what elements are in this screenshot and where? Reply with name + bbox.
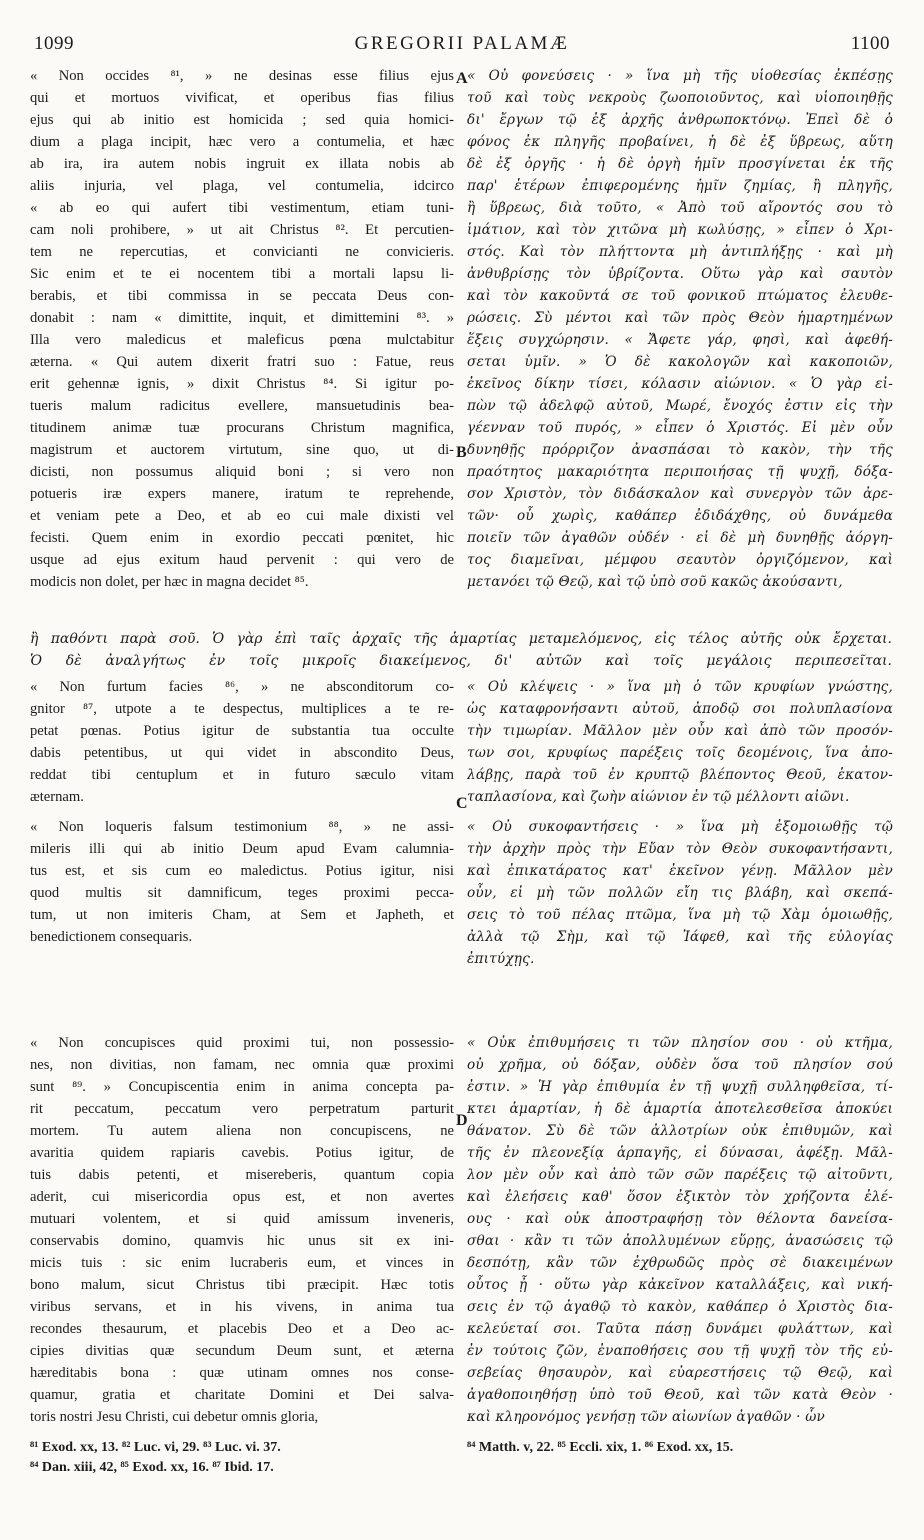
greek-column-top bbox=[467, 65, 893, 593]
greek-text-line: ποιεῖν τῶν ἀγαθῶν οὐδέν · εἰ δὲ μὴ δυνηθῇς ἀόργη- bbox=[467, 530, 893, 546]
greek-text-line: καὶ κληρονόμος γενήσῃ τῶν αἰωνίων ἀγαθῶν · ὧν bbox=[467, 1409, 825, 1425]
latin-text-line: « Non loqueris falsum testimonium ⁸⁸, » ne assi- bbox=[30, 819, 454, 835]
margin-marker-a: A bbox=[456, 70, 468, 87]
greek-text-line: σεις τὸ τοῦ πέλας πτῶμα, ἵνα μὴ τῷ Χὰμ ὁμοιωθῇς, bbox=[467, 907, 893, 923]
latin-text-line: « Non furtum facies ⁸⁶, » ne absconditorum co- bbox=[30, 679, 454, 695]
latin-text-line: dicisti, non possumus aliquid boni ; si vero non bbox=[30, 464, 454, 480]
margin-marker-b: B bbox=[456, 444, 467, 461]
latin-text-line: modicis non dolet, per hæc in magna decidet ⁸⁵. bbox=[30, 574, 309, 590]
greek-fullwidth-line: ἢ παθόντι παρὰ σοῦ. Ὁ γὰρ ἐπὶ ταῖς ἀρχαῖς τῆς ἁμαρτίας μεταμελόμενος, εἰς τέλος αὐτῆς οὐκ ἔρχεται. bbox=[30, 631, 892, 647]
latin-text-line: et veniam pete a Deo, et ab eo cui male dixisti vel bbox=[30, 508, 454, 524]
greek-text-line: οὗτος ᾖ · οὕτω γὰρ κἀκεῖνον κατaλλάξεις, καὶ νική- bbox=[467, 1277, 893, 1293]
latin-text-line: bono malum, sicut Christus tibi præcipit. Hæc totis bbox=[30, 1277, 454, 1293]
greek-text-line: φόνος ἐκ πληγῆς προβαίνει, ἡ δὲ ἐξ ὕβρεως, αὕτη bbox=[467, 134, 893, 150]
latin-column-top bbox=[30, 65, 454, 593]
running-header bbox=[34, 33, 890, 59]
greek-text-line: ἱμάτιον, καὶ τὸν χιτῶνα μὴ κωλύσῃς, » εἶπεν ὁ Χρι- bbox=[467, 222, 893, 238]
greek-text-line: μετανόει τῷ Θεῷ, καὶ τῷ ὑπὸ σοῦ κακῶς ἀκούσαντι, bbox=[467, 574, 843, 590]
greek-text-line: ἢ ὕβρεως, διὰ τοῦτο, « Ἀπὸ τοῦ αἴροντός σου τὸ bbox=[467, 200, 893, 216]
greek-text-line: των σοι, κρυφίως παρέξεις τοῖς δεομένοις, ἵνα ἀπο- bbox=[467, 745, 893, 761]
greek-text-line: ὡς καταφρονήσαντι αὐτοῦ, ἀποδῷ σοι πολυπλασίονα bbox=[467, 701, 893, 717]
latin-text-line: titudinem animæ tuæ procurans Christum magnifica, bbox=[30, 420, 454, 436]
greek-text-line: σεβείας θησαυρὸν, καὶ εὐαρεστήσεις τῷ Θεῷ, καὶ bbox=[467, 1365, 893, 1381]
latin-text-line: ejus qui ab initio est homicida ; sed quia homici- bbox=[30, 112, 454, 128]
latin-text-line: nes, non divitias, non famam, nec omnia quæ proximi bbox=[30, 1057, 454, 1073]
latin-text-line: micis tuis : sic enim lucraberis eum, et vinces in bbox=[30, 1255, 454, 1271]
latin-text-line: aderit, cui misericordia opus est, et non avertes bbox=[30, 1189, 454, 1205]
latin-text-line: tem ne repercutias, et convicianti ne convicieris. bbox=[30, 244, 454, 260]
latin-text-line: quamur, gratia et charitate Domini et Dei salva- bbox=[30, 1387, 454, 1403]
greek-text-line: ταπλασίονα, καὶ ζωὴν αἰώνιον ἐν τῷ μέλλοντι αἰῶνι. bbox=[467, 789, 850, 805]
latin-text-line: ab ira, ira autem nobis ingruit ex illata nobis ab bbox=[30, 156, 454, 172]
greek-text-line: « Οὐ συκοφαντήσεις · » ἵνα μὴ ἐξομοιωθῇς τῷ bbox=[467, 819, 893, 835]
greek-text-line: δι' ἔργων τῷ ἐξ ἀρχῆς ἀνθρωποκτόνῳ. Ἐπεὶ δὲ ὁ bbox=[467, 112, 893, 128]
page-number-right: 1100 bbox=[850, 33, 890, 54]
greek-text-line: δυνηθῇς πρόρριζον ἀνασπάσαι τὸ κακὸν, τὴν τῆς bbox=[467, 442, 893, 458]
greek-text-line: ρώσεις. Σὺ μέντοι καὶ τῶν πρὸς Θεὸν ἡμαρτημένων bbox=[467, 310, 893, 326]
greek-column-bottom bbox=[467, 1032, 893, 1428]
greek-text-line: σεις ἐν τῷ ἀγαθῷ τὸ κακὸν, καθάπερ ὁ Χριστὸς δια- bbox=[467, 1299, 893, 1315]
greek-text-line: ἀνθυβρίσῃς τὸν ὑβρίζοντα. Οὕτω γὰρ καὶ σαυτὸν bbox=[467, 266, 893, 282]
latin-text-line: tum, ut non imiteris Cham, at Sem et Japheth, et bbox=[30, 907, 454, 923]
footnotes-right bbox=[467, 1438, 893, 1458]
latin-text-line: usque ad ejus exitum haud pervenit : qui vero de bbox=[30, 552, 454, 568]
greek-text-line: λάβῃς, παρὰ τοῦ ἐν κρυπτῷ βλέποντος Θεοῦ, ἑκατον- bbox=[467, 767, 893, 783]
latin-text-line: recondes thesaurum, et placebis Deo et a Deo ac- bbox=[30, 1321, 454, 1337]
greek-text-line: ἀλλὰ τῷ Σὴμ, καὶ τῷ Ἰάφεθ, καὶ τῆς εὐλογίας bbox=[467, 929, 893, 945]
greek-text-line: ἐστιν. » Ἡ γὰρ ἐπιθυμία ἐν τῇ ψυχῇ συλληφθεῖσα, τί- bbox=[467, 1079, 893, 1095]
latin-column-bottom bbox=[30, 1032, 454, 1428]
greek-column-middle bbox=[467, 676, 893, 970]
latin-text-line: mortem. Tu autem aliena non concupiscens, ne bbox=[30, 1123, 454, 1139]
latin-text-line: magistrum et auctorem virtutum, sine quo, ut di- bbox=[30, 442, 454, 458]
greek-text-line: ἐκεῖνος δίκην τίσει, κόλασιν αἰώνιον. « Ὁ γὰρ εἰ- bbox=[467, 376, 893, 392]
greek-text-line: σθαι · κἂν τι τῶν ἀπολλυμένων εὕρῃς, ἀνασώσεις τῷ bbox=[467, 1233, 893, 1249]
latin-text-line: toris nostri Jesu Christi, cui debetur omnis gloria, bbox=[30, 1409, 319, 1425]
margin-marker-c: C bbox=[456, 795, 468, 812]
greek-text-line: ἐπιτύχῃς. bbox=[467, 951, 535, 967]
greek-text-line: τὴν ἀρχὴν πρὸς τὴν Εὔαν τὸν Θεὸν συκοφαντήσαντι, bbox=[467, 841, 893, 857]
latin-text-line: viribus servans, et in his vivens, in anima tua bbox=[30, 1299, 454, 1315]
greek-text-line: σον Χριστὸν, τὸν διδάσκαλον καὶ συνεργὸν τῶν ἀρε- bbox=[467, 486, 893, 502]
greek-text-line: οὖν, εἰ μὴ τῶν πολλῶν εἴη τις βλάβη, καὶ σκεπά- bbox=[467, 885, 893, 901]
greek-text-line: τὴν τιμωρίαν. Μᾶλλον μὲν οὖν καὶ ἀπὸ τῶν προσόν- bbox=[467, 723, 893, 739]
greek-text-line: ἀγαθοποιηθήσῃ ὑπὸ τοῦ Θεοῦ, καὶ τῶν κατὰ Θεὸν · bbox=[467, 1387, 893, 1403]
greek-text-line: στός. Καὶ τὸν πλήττοντα μὴ ἀντιπλήξῃς · καὶ μὴ bbox=[467, 244, 893, 260]
greek-text-line: τῆς ἐν πλεονεξίᾳ ἁρπαγῆς, εἰ δύνασαι, ἀφέξῃ. Μᾶλ- bbox=[467, 1145, 893, 1161]
greek-text-line: παρ' ἑτέρων ἐπιφερομένης ἡμῖν ζημίας, ἢ πληγῆς, bbox=[467, 178, 893, 194]
greek-fullwidth-line: Ὁ δὲ ἀναλγήτως ἐν τοῖς μικροῖς διακείμενος, δι' αὐτῶν καὶ τοῖς μεγάλοις περιπεσεῖται. bbox=[30, 653, 892, 669]
greek-text-line: « Οὐ φονεύσεις · » ἵνα μὴ τῆς υἱοθεσίας ἐκπέσῃς bbox=[467, 68, 893, 84]
latin-text-line: tus est, et sis cum eo maledictus. Potius igitur, nisi bbox=[30, 863, 454, 879]
latin-text-line: dium a plaga incipit, hæc vero a contumelia, et hæc bbox=[30, 134, 454, 150]
latin-text-line: « ab eo qui aufert tibi vestimentum, etiam tuni- bbox=[30, 200, 454, 216]
latin-text-line: « Non concupisces quid proximi tui, non possessio- bbox=[30, 1035, 454, 1051]
latin-text-line: Illa vero maledicus et maleficus pœna mulctabitur bbox=[30, 332, 454, 348]
greek-text-line: πραότητος μακαριότητα περιποιήσας τῇ ψυχῇ, δόξα- bbox=[467, 464, 893, 480]
greek-text-line: ους · καὶ οὐκ ἀποστραφήσῃ τὸν θέλοντα δανείσα- bbox=[467, 1211, 893, 1227]
greek-text-line: τος διαμεῖναι, μέμφου σεαυτὸν ὀργιζόμενον, καὶ bbox=[467, 552, 893, 568]
greek-text-line: δὲ ἐξ ὀργῆς · ἡ δὲ ὀργὴ ἡμῖν προσγίνεται ἐκ τῆς bbox=[467, 156, 893, 172]
latin-text-line: benedictionem consequaris. bbox=[30, 929, 193, 945]
greek-text-line: θάνατον. Σὺ δὲ τῶν ἀλλοτρίων οὐκ ἐπιθυμῶν, καὶ bbox=[467, 1123, 893, 1139]
greek-fullwidth-lines bbox=[30, 628, 892, 672]
latin-text-line: mileris illi qui ab initio Deum apud Evam calumnia- bbox=[30, 841, 454, 857]
greek-text-line: σεται ὑμῖν. » Ὁ δὲ κακολογῶν καὶ κακοποιῶν, bbox=[467, 354, 893, 370]
latin-text-line: mutuari volentem, et si quid amissum inveneris, bbox=[30, 1211, 454, 1227]
greek-text-line: πὼν τῷ ἀδελφῷ αὐτοῦ, Μωρέ, ἔνοχός ἐστιν εἰς τὴν bbox=[467, 398, 893, 414]
latin-column-middle bbox=[30, 676, 454, 948]
latin-text-line: petat pœnas. Potius igitur de substantia tua occulte bbox=[30, 723, 454, 739]
greek-text-line: « Οὐ κλέψεις · » ἵνα μὴ ὁ τῶν κρυφίων γνώστης, bbox=[467, 679, 893, 695]
greek-text-line: οὐ χρῆμα, οὐ δόξαν, οὐδὲν ὅσα τοῦ πλησίον σού bbox=[467, 1057, 893, 1073]
latin-text-line: Sic enim et te ei nocentem tibi a mortali lapsu li- bbox=[30, 266, 454, 282]
latin-text-line: conservabis domino, quamvis hic unus sit ex ini- bbox=[30, 1233, 454, 1249]
latin-text-line: dabis petentibus, ut qui videt in abscondito Deus, bbox=[30, 745, 454, 761]
latin-text-line: quod multis sit damnificum, teges proximi pecca- bbox=[30, 885, 454, 901]
greek-text-line: κτει ἁμαρτίαν, ἡ δὲ ἁμαρτία ἀποτελεσθεῖσα ἀποκύει bbox=[467, 1101, 893, 1117]
greek-text-line: καὶ τὸν κακοῦντά σε τοῦ φονικοῦ πτώματος ἐλευθε- bbox=[467, 288, 893, 304]
latin-text-line: reddat tibi centuplum et in futuro sæculo vitam bbox=[30, 767, 454, 783]
latin-text-line: donabit : nam « dimittite, inquit, et dimittemini ⁸³. » bbox=[30, 310, 454, 326]
latin-text-line: æterna. « Qui autem dixerit fratri suo : Fatue, reus bbox=[30, 354, 454, 370]
latin-text-line: tuis dabis petenti, et misereberis, quantum copia bbox=[30, 1167, 454, 1183]
latin-text-line: cam noli prohibere, » ut ait Christus ⁸². Et percutien- bbox=[30, 222, 454, 238]
footnote-line: ⁸¹ Exod. xx, 13. ⁸² Luc. vi, 29. ⁸³ Luc. vi. 37. bbox=[30, 1440, 281, 1455]
greek-text-line: δεσπότῃ, κἂν τῶν ἐχθρωδῶς πρὸς σὲ διακειμένων bbox=[467, 1255, 893, 1271]
footnotes-left bbox=[30, 1438, 460, 1478]
latin-text-line: tueris malum radicitus evellere, mansuetudinis bea- bbox=[30, 398, 454, 414]
greek-text-line: ἐν τούτοις ζῶν, ἐναποθήσεις σου τῇ ψυχῇ τὸν τῆς εὐ- bbox=[467, 1343, 893, 1359]
greek-text-line: τοῦ καὶ τοὺς νεκροὺς ζωοποιοῦντος, καὶ υἱοποιηθῇς bbox=[467, 90, 893, 106]
greek-text-line: « Οὐκ ἐπιθυμήσεις τι τῶν πλησίον σου · οὐ κτῆμα, bbox=[467, 1035, 893, 1051]
latin-text-line: æternam. bbox=[30, 789, 84, 805]
latin-text-line: cipies divitias quæ secundum Deum sunt, et æterna bbox=[30, 1343, 454, 1359]
latin-text-line: « Non occides ⁸¹, » ne desinas esse filius ejus bbox=[30, 68, 454, 84]
footnote-line: ⁸⁴ Matth. v, 22. ⁸⁵ Eccli. xix, 1. ⁸⁶ Exod. xx, 15. bbox=[467, 1440, 734, 1455]
running-title: GREGORII PALAMÆ bbox=[354, 33, 570, 54]
latin-text-line: qui et mortuos vivificat, et operibus fias filius bbox=[30, 90, 454, 106]
latin-text-line: berabis, et tibi commissa in se peccata Deus con- bbox=[30, 288, 454, 304]
latin-text-line: fecisti. Quem enim in exordio peccati pœnitet, hic bbox=[30, 530, 454, 546]
greek-text-line: λον μὲν οὖν καὶ ἀπὸ τῶν σῶν παρέξεις τῷ αἰτοῦντι, bbox=[467, 1167, 893, 1183]
latin-text-line: potueris iræ expers manere, iratum te reprehende, bbox=[30, 486, 454, 502]
page-number-left: 1099 bbox=[34, 33, 74, 54]
latin-text-line: gnitor ⁸⁷, utpote a te despectus, multiplices a te re- bbox=[30, 701, 454, 717]
greek-text-line: τῶν· οὗ χωρὶς, καθάπερ ἐδιδάχθης, οὐ δυνάμεθα bbox=[467, 508, 893, 524]
greek-text-line: γέενναν τοῦ πυρός, » εἶπεν ὁ Χριστός. Εἰ μὲν οὖν bbox=[467, 420, 893, 436]
footnote-line: ⁸⁴ Dan. xiii, 42, ⁸⁵ Exod. xx, 16. ⁸⁷ Ibid. 17. bbox=[30, 1460, 274, 1475]
greek-text-line: καὶ ἐπικατάρατος κατ' ἐκεῖνον γένῃ. Μᾶλλον μὲν bbox=[467, 863, 893, 879]
latin-text-line: hæreditabis bona : quæ utinam omnes nos conse- bbox=[30, 1365, 454, 1381]
latin-text-line: aliis injuria, vel plaga, vel contumelia, idcirco bbox=[30, 178, 454, 194]
latin-text-line: rit peccatum, peccatum vero perpetratum parturit bbox=[30, 1101, 454, 1117]
latin-text-line: erit gehennæ ignis, » dixit Christus ⁸⁴. Si igitur po- bbox=[30, 376, 454, 392]
margin-marker-d: D bbox=[456, 1112, 468, 1129]
latin-text-line: avaritia quidem rapiaris cavebis. Potius igitur, de bbox=[30, 1145, 454, 1161]
greek-text-line: κελεύεταί σοι. Ταῦτα πάσῃ δυνάμει φυλάττων, καὶ bbox=[467, 1321, 893, 1337]
greek-text-line: ἕξεις συγχώρησιν. « Ἄφετε γάρ, φησὶ, καὶ ἀφεθή- bbox=[467, 332, 893, 348]
greek-text-line: καὶ ἐλεήσεις καθ' ὅσον ἐξικτὸν τὸν χρήζοντα ἐλέ- bbox=[467, 1189, 893, 1205]
latin-text-line: sunt ⁸⁹. » Concupiscentia enim in anima concepta pa- bbox=[30, 1079, 454, 1095]
